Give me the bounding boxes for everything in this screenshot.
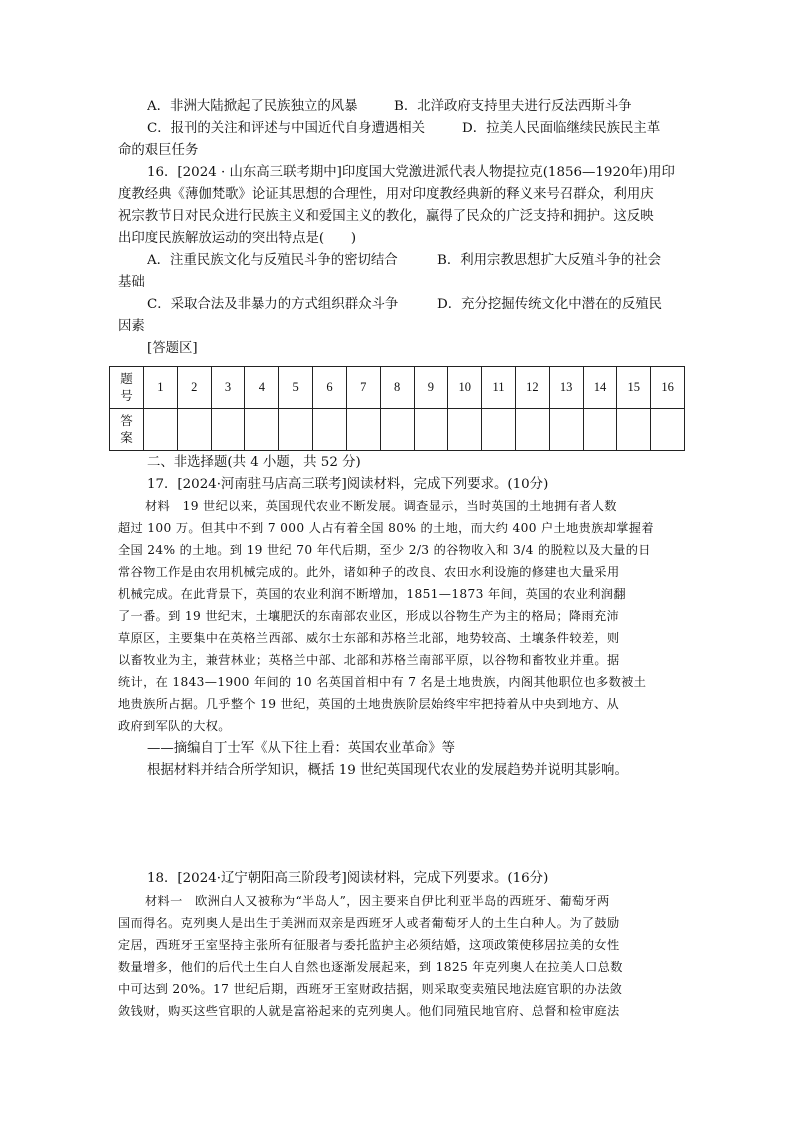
q17-material-line-2: 超过 100 万。但其中不到 7 000 人占有着全国 80% 的土地，而大约 400 户土地贵族却掌握着 bbox=[118, 521, 654, 535]
answer-cell-3[interactable] bbox=[211, 409, 245, 451]
q15-option-b: B．北洋政府支持里夫进行反法西斯斗争 bbox=[394, 99, 632, 114]
answer-grid bbox=[109, 366, 685, 451]
question-number-cell: 11 bbox=[482, 367, 516, 409]
section-2-title: 二、非选择题(共 4 小题，共 52 分) bbox=[147, 455, 361, 470]
question-number-cell: 10 bbox=[448, 367, 482, 409]
question-number-cell: 13 bbox=[549, 367, 583, 409]
question-number-cell: 2 bbox=[177, 367, 211, 409]
question-number-cell: 7 bbox=[346, 367, 380, 409]
q15-option-d-continued: 命的艰巨任务 bbox=[118, 143, 199, 158]
question-number-header: 题 号 bbox=[110, 367, 144, 409]
q17-material-line-9: 统计，在 1843—1900 年间的 10 名英国首相中有 7 名是土地贵族，内阁其他职位也多数被土 bbox=[118, 675, 647, 689]
q17-stem: 17．[2024·河南驻马店高三联考]阅读材料，完成下列要求。(10分) bbox=[147, 477, 549, 492]
q17-material-line-7: 草原区，主要集中在英格兰西部、威尔士东部和苏格兰北部，地势较高、土壤条件较差，则 bbox=[118, 631, 620, 645]
q17-source: ——摘编自丁士军《从下往上看：英国农业革命》等 bbox=[147, 741, 455, 756]
q17-task: 根据材料并结合所学知识，概括 19 世纪英国现代农业的发展趋势并说明其影响。 bbox=[147, 763, 628, 778]
answer-cell-15[interactable] bbox=[617, 409, 651, 451]
question-number-cell: 1 bbox=[144, 367, 178, 409]
q17-material-line-1: 材料 19 世纪以来，英国现代农业不断发展。调查显示，当时英国的土地拥有者人数 bbox=[145, 499, 617, 513]
q18-material-line-3: 定居，西班牙王室坚持主张所有征服者与委托监护主必须结婚，这项政策使移居拉美的女性 bbox=[118, 938, 620, 952]
answer-cell-1[interactable] bbox=[144, 409, 178, 451]
answer-cell-10[interactable] bbox=[448, 409, 482, 451]
q16-option-d-continued: 因素 bbox=[118, 319, 145, 334]
q16-option-row-2 bbox=[147, 294, 680, 316]
q16-stem-line-2: 度教经典《薄伽梵歌》论证其思想的合理性，用对印度教经典新的释义来号召群众，利用庆 bbox=[118, 187, 654, 202]
question-number-cell: 14 bbox=[583, 367, 617, 409]
answer-grid-number-row bbox=[110, 367, 685, 409]
q17-material-line-3: 全国 24% 的土地。到 19 世纪 70 年代后期，至少 2/3 的谷物收入和 3/4 的脱粒以及大量的日 bbox=[118, 543, 651, 557]
answer-cell-6[interactable] bbox=[313, 409, 347, 451]
q18-material-line-6: 敛钱财，购买这些官职的人就是富裕起来的克列奥人。他们同殖民地官府、总督和检审庭法 bbox=[118, 1004, 620, 1018]
answer-cell-13[interactable] bbox=[549, 409, 583, 451]
q16-option-c: C．采取合法及非暴力的方式组织群众斗争 bbox=[147, 297, 399, 312]
answer-cell-11[interactable] bbox=[482, 409, 516, 451]
q16-option-a: A．注重民族文化与反殖民斗争的密切结合 bbox=[147, 253, 398, 268]
question-number-cell: 9 bbox=[414, 367, 448, 409]
answer-cell-2[interactable] bbox=[177, 409, 211, 451]
q16-option-d: D．充分挖掘传统文化中潜在的反殖民 bbox=[437, 297, 662, 312]
q16-stem-line-3: 祝宗教节日对民众进行民族主义和爱国主义的教化，赢得了民众的广泛支持和拥护。这反映 bbox=[118, 209, 654, 224]
answer-cell-12[interactable] bbox=[515, 409, 549, 451]
question-number-cell: 4 bbox=[245, 367, 279, 409]
q15-option-a: A．非洲大陆掀起了民族独立的风暴 bbox=[147, 99, 358, 114]
answer-cell-5[interactable] bbox=[279, 409, 313, 451]
question-number-cell: 15 bbox=[617, 367, 651, 409]
q18-material-line-1: 材料一 欧洲白人又被称为“半岛人”，因主要来自伊比利亚半岛的西班牙、葡萄牙两 bbox=[145, 894, 610, 908]
q16-option-row-1 bbox=[147, 250, 680, 272]
answer-cell-16[interactable] bbox=[651, 409, 685, 451]
answer-cell-4[interactable] bbox=[245, 409, 279, 451]
q18-stem: 18．[2024·辽宁朝阳高三阶段考]阅读材料，完成下列要求。(16分) bbox=[147, 871, 549, 886]
q17-answer-space[interactable] bbox=[118, 784, 680, 864]
answer-grid-answer-row bbox=[110, 409, 685, 451]
q17-material-line-10: 地贵族所占据。几乎整个 19 世纪，英国的土地贵族阶层始终牢牢把持着从中央到地方、从 bbox=[118, 697, 620, 711]
answer-cell-8[interactable] bbox=[380, 409, 414, 451]
answer-cell-14[interactable] bbox=[583, 409, 617, 451]
q17-material-line-6: 了一番。到 19 世纪末，土壤肥沃的东南部农业区，形成以谷物生产为主的格局；降雨充沛 bbox=[118, 609, 620, 623]
q17-material-line-11: 政府到军队的大权。 bbox=[118, 719, 231, 733]
q18-material-line-4: 数量增多，他们的后代土生白人自然也逐渐发展起来，到 1825 年克列奥人在拉美人口总数 bbox=[118, 960, 623, 974]
question-number-cell: 12 bbox=[515, 367, 549, 409]
q16-option-b: B．利用宗教思想扩大反殖斗争的社会 bbox=[437, 253, 662, 268]
q16-option-b-continued: 基础 bbox=[118, 275, 145, 290]
q16-stem-line-1: 16．[2024 · 山东高三联考期中]印度国大党激进派代表人物提拉克(1856—1920年)用印 bbox=[147, 165, 675, 180]
answer-area-label: [答题区] bbox=[147, 341, 198, 356]
question-number-cell: 3 bbox=[211, 367, 245, 409]
q15-option-row-1 bbox=[147, 96, 680, 118]
q18-material-line-2: 国而得名。克列奥人是出生于美洲而双亲是西班牙人或者葡萄牙人的土生白种人。为了鼓励 bbox=[118, 916, 620, 930]
q15-option-d: D．拉美人民面临继续民族民主革 bbox=[462, 121, 661, 136]
q17-material-line-4: 常谷物工作是由农用机械完成的。此外，诸如种子的改良、农田水利设施的修建也大量采用 bbox=[118, 565, 620, 579]
q16-stem-line-4: 出印度民族解放运动的突出特点是( ) bbox=[118, 231, 357, 246]
q17-material-line-8: 以畜牧业为主，兼营林业；英格兰中部、北部和苏格兰南部平原，以谷物和畜牧业并重。据 bbox=[118, 653, 620, 667]
q15-option-row-2 bbox=[147, 118, 680, 140]
answer-cell-7[interactable] bbox=[346, 409, 380, 451]
question-number-cell: 5 bbox=[279, 367, 313, 409]
question-number-cell: 8 bbox=[380, 367, 414, 409]
question-number-cell: 6 bbox=[313, 367, 347, 409]
q15-option-c: C．报刊的关注和评述与中国近代自身遭遇相关 bbox=[147, 121, 426, 136]
question-number-cell: 16 bbox=[651, 367, 685, 409]
q18-material-line-5: 中可达到 20%。17 世纪后期，西班牙王室财政拮据，则采取变卖殖民地法庭官职的办法敛 bbox=[118, 982, 623, 996]
q17-material-line-5: 机械完成。在此背景下，英国的农业利润不断增加，1851—1873 年间，英国的农业利润翻 bbox=[118, 587, 626, 601]
answer-header: 答 案 bbox=[110, 409, 144, 451]
answer-cell-9[interactable] bbox=[414, 409, 448, 451]
